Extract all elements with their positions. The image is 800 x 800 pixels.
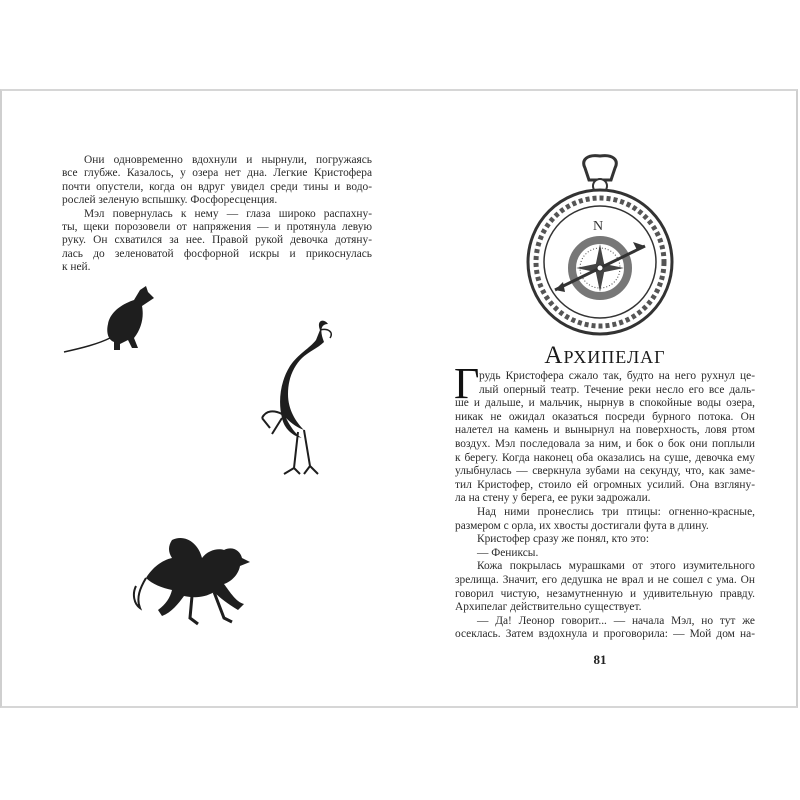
text-line: Они одновременно вдохнули и нырнули, погружаясь <box>84 154 372 166</box>
heron-illustration <box>258 318 338 478</box>
left-page-text <box>62 154 372 275</box>
text-line: ше и дальше, и мальчик, нырнув в спокойные воды озера, <box>455 397 755 410</box>
rat-illustration <box>62 282 162 357</box>
text-line: Кристофер сразу же понял, кто это: <box>477 533 650 546</box>
text-line: лый оперный театр. Течение реки несло его все даль- <box>479 383 755 396</box>
text-line: ла на стену у берега, ее руки задрожали. <box>455 492 651 505</box>
text-line: ты, щеки порозовели от напряжения — и протянула левую <box>62 220 372 233</box>
text-line: к берегу. Когда наконец оба оказались на суше, девочка ему <box>455 451 755 464</box>
right-page-text <box>455 370 755 642</box>
text-line: воздух. Мэл последовала за ним, и бок о бок они поплыли <box>455 437 755 450</box>
text-line: размером с орла, их хвосты достигали фута в длину. <box>455 519 709 532</box>
text-line: тил Кристофер, стоило ей огромных усилий. Она взгляну- <box>455 478 755 491</box>
griffin-illustration <box>132 532 267 632</box>
text-line: к ней. <box>62 261 91 274</box>
text-line: говорил чистую, незамутненную и удивительную правду. <box>455 587 755 600</box>
text-line: рослей зеленую вспышку. Фосфоресценция. <box>62 194 278 207</box>
text-line: почти опустели, когда он вдруг увидел среди тины и водо- <box>62 180 372 193</box>
text-line: — Фениксы. <box>477 546 539 559</box>
compass-north-letter: N <box>593 219 604 234</box>
text-line: — Да! Леонор говорит... — начала Мэл, но тут же <box>477 614 755 627</box>
text-line: осеклась. Затем вздохнула и проговорила: — Мой дом на- <box>455 628 755 641</box>
drop-cap: Г <box>454 359 480 408</box>
text-line: Кожа покрылась мурашками от этого изумительного <box>477 560 755 573</box>
text-line: Мэл повернулась к нему — глаза широко распахну- <box>84 207 372 220</box>
text-line: никак не ожидал оказаться посреди бурного потока. Он <box>455 410 755 423</box>
text-line: руку. Он схватился за нее. Правой рукой девочка дотяну- <box>62 234 372 247</box>
text-line: Над ними пронеслись три птицы: огненно-красные, <box>477 505 755 518</box>
chapter-title: Архипелаг <box>544 342 666 369</box>
text-line: налетел на камень и вынырнул на поверхность, ловя ртом <box>455 424 755 437</box>
text-line: зрелища. Значит, его дедушка не врал и не сошел с ума. Он <box>455 573 755 586</box>
text-line: лась до зеленоватой фосфорной искры и прикоснулась <box>62 247 372 260</box>
compass-illustration <box>515 150 685 340</box>
page-number: 81 <box>593 652 607 667</box>
text-line: рудь Кристофера сжало так, будто на него рухнул це- <box>479 370 755 382</box>
text-line: улыбнулась — сверкнула зубами на секунду, что, как заме- <box>455 465 755 478</box>
text-line: Архипелаг действительно существует. <box>455 601 642 614</box>
text-line: все глубже. Казалось, у озера нет дна. Легкие Кристофера <box>62 167 372 180</box>
